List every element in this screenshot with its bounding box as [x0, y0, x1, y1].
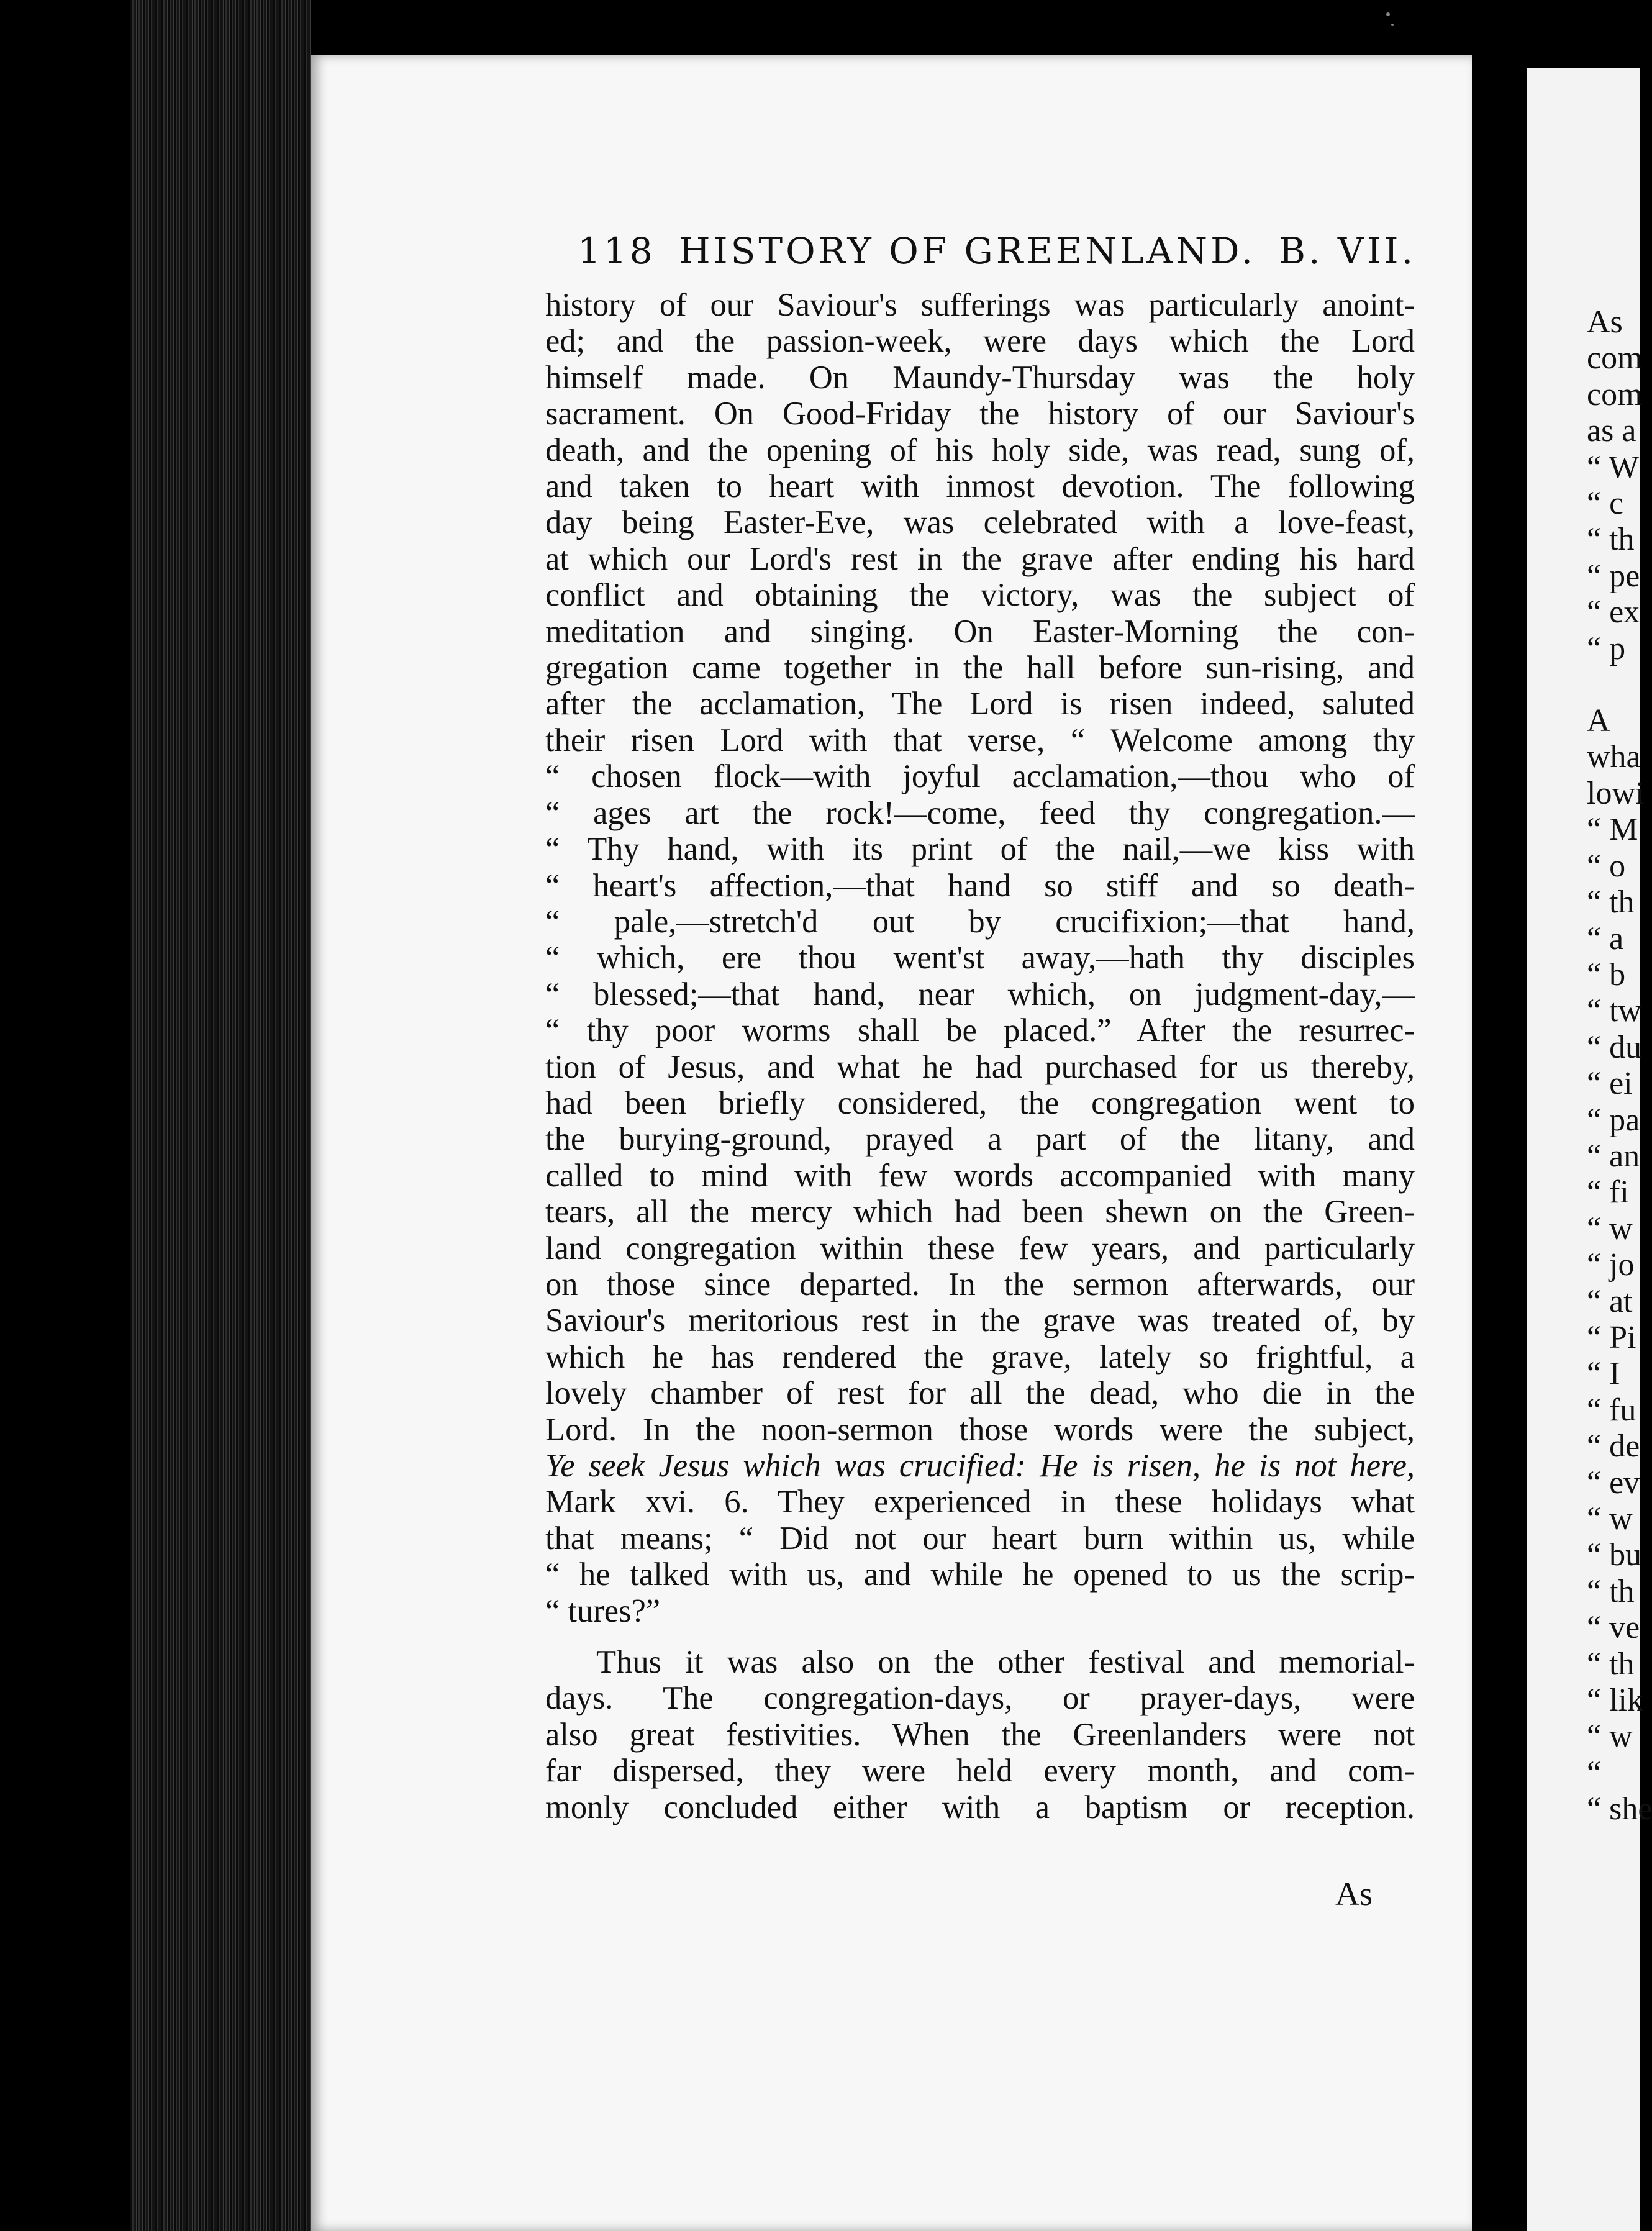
fragment: “ ev [1587, 1465, 1640, 1501]
text-line: also great festivities. When the Greenlanders were not [545, 1716, 1415, 1753]
text-line: Thus it was also on the other festival and memorial- [596, 1644, 1415, 1681]
fragment: “ W [1587, 449, 1640, 485]
scan-speck [1386, 12, 1390, 16]
fragment: “ th [1587, 522, 1635, 558]
text-line: and taken to heart with inmost devotion. The following [545, 468, 1415, 505]
fragment: “ pa [1587, 1102, 1640, 1138]
fragment: “ Pi [1587, 1319, 1636, 1355]
text-line: at which our Lord's rest in the grave after ending his hard [545, 540, 1415, 577]
page-number: 118 [578, 230, 656, 272]
text-line: monly concluded either with a baptism or reception. [545, 1789, 1415, 1825]
text-line: far dispersed, they were held every month, and com- [545, 1753, 1415, 1789]
fragment: wha [1587, 739, 1641, 775]
fragment: com [1587, 340, 1643, 376]
scan-speck [1391, 24, 1394, 26]
fragment: “ a [1587, 920, 1624, 956]
running-title: HISTORY OF GREENLAND. [679, 230, 1256, 272]
catchword: As [1335, 1875, 1373, 1912]
text-line: “ pale,—stretch'd out by crucifixion;—that hand, [545, 903, 1415, 940]
text-line: “ thy poor worms shall be placed.” After the resurrec- [545, 1012, 1415, 1049]
fragment: “ an [1587, 1138, 1640, 1174]
text-line: meditation and singing. On Easter-Morning the con- [545, 613, 1415, 650]
fragment: “ [1587, 1755, 1602, 1791]
paragraph-gap [545, 1629, 1415, 1644]
fragment: “ de [1587, 1429, 1640, 1465]
paragraph-2 [545, 1644, 1415, 1825]
facing-page-text-fragments [1587, 304, 1652, 1828]
fragment: “ she [1587, 1791, 1652, 1827]
text-line: history of our Saviour's sufferings was particularly anoint- [545, 287, 1415, 323]
text-line: sacrament. On Good-Friday the history of our Saviour's [545, 396, 1415, 432]
fragment: “ fu [1587, 1392, 1636, 1428]
fragment: “ lik [1587, 1683, 1643, 1719]
text-line: tears, all the mercy which had been shewn on the Green- [545, 1194, 1415, 1230]
paragraph-1 [545, 287, 1415, 1629]
text-line: days. The congregation-days, or prayer-days, were [545, 1680, 1415, 1717]
text-line: land congregation within these few years, and particularly [545, 1230, 1415, 1266]
text-line: “ blessed;—that hand, near which, on judgment-day,— [545, 976, 1415, 1012]
text-line: Mark xvi. 6. They experienced in these holidays what [545, 1484, 1415, 1520]
text-line: gregation came together in the hall before sun-rising, and [545, 650, 1415, 686]
text-line: “ he talked with us, and while he opened to us the scrip- [545, 1556, 1415, 1593]
fragment: lowi [1587, 775, 1645, 811]
fragment: “ jo [1587, 1247, 1635, 1283]
fragment: “ ve [1587, 1610, 1640, 1646]
book-number: B. VII. [1279, 230, 1416, 272]
fragment: “ b [1587, 956, 1626, 993]
fragment: “ fi [1587, 1175, 1629, 1211]
text-line: tion of Jesus, and what he had purchased for us thereby, [545, 1048, 1415, 1085]
text-line: himself made. On Maundy-Thursday was the holy [545, 359, 1415, 396]
text-line: ed; and the passion-week, were days which the Lord [545, 323, 1415, 360]
text-line: “ tures?” [545, 1593, 661, 1629]
text-line: the burying-ground, prayed a part of the litany, and [545, 1121, 1415, 1158]
text-line: lovely chamber of rest for all the dead, who die in the [545, 1375, 1415, 1412]
fragment: “ at [1587, 1283, 1633, 1319]
fragment: “ ei [1587, 1066, 1633, 1102]
fragment: As [1587, 304, 1623, 340]
fragment: “ w [1587, 1501, 1633, 1537]
text-line: “ chosen flock—with joyful acclamation,—thou who of [545, 758, 1415, 795]
fragment-gap [1587, 667, 1640, 703]
text-line: called to mind with few words accompanied with many [545, 1157, 1415, 1194]
fragment: “ p [1587, 630, 1626, 666]
fragment: “ w [1587, 1211, 1633, 1247]
fragment: “ th [1587, 884, 1635, 920]
fragment: “ I [1587, 1356, 1620, 1392]
fragment: “ pe [1587, 558, 1640, 594]
text-line: “ Thy hand, with its print of the nail,—we kiss with [545, 831, 1415, 868]
fragment: “ o [1587, 848, 1626, 884]
fragment: “ w [1587, 1719, 1633, 1755]
italic-text-line: Ye seek Jesus which was crucified: He is risen, he is not here, [545, 1448, 1415, 1484]
text-line: Saviour's meritorious rest in the grave was treated of, by [545, 1302, 1415, 1339]
text-line: that means; “ Did not our heart burn within us, while [545, 1520, 1415, 1556]
text-line: after the acclamation, The Lord is risen indeed, saluted [545, 686, 1415, 722]
text-line: death, and the opening of his holy side, was read, sung of, [545, 432, 1415, 468]
fragment: “ du [1587, 1029, 1642, 1065]
fragment: “ M [1587, 812, 1638, 848]
fragment: “ th [1587, 1646, 1635, 1682]
text-line: “ which, ere thou went'st away,—hath thy disciples [545, 940, 1415, 976]
fragment: A [1587, 703, 1610, 739]
fragment: “ th [1587, 1573, 1635, 1609]
text-line: day being Easter-Eve, was celebrated with a love-feast, [545, 504, 1415, 541]
text-line: conflict and obtaining the victory, was the subject of [545, 577, 1415, 614]
fragment: “ c [1587, 486, 1624, 522]
text-line: “ heart's affection,—that hand so stiff and so death- [545, 867, 1415, 904]
fragment: “ ex [1587, 594, 1640, 630]
text-line: on those since departed. In the sermon afterwards, our [545, 1266, 1415, 1302]
text-line: their risen Lord with that verse, “ Welcome among thy [545, 722, 1415, 758]
main-text [545, 287, 1415, 1825]
running-header [578, 230, 1416, 272]
text-line: had been briefly considered, the congregation went to [545, 1084, 1415, 1121]
text-line: Lord. In the noon-sermon those words were the subject, [545, 1411, 1415, 1448]
text-line: which he has rendered the grave, lately so frightful, a [545, 1338, 1415, 1375]
page-edge-stack [130, 0, 311, 2231]
fragment: “ bu [1587, 1537, 1642, 1573]
fragment: as a [1587, 413, 1636, 449]
fragment: com [1587, 376, 1643, 412]
fragment: “ tw [1587, 993, 1642, 1029]
text-line: “ ages art the rock!—come, feed thy congregation.— [545, 794, 1415, 831]
